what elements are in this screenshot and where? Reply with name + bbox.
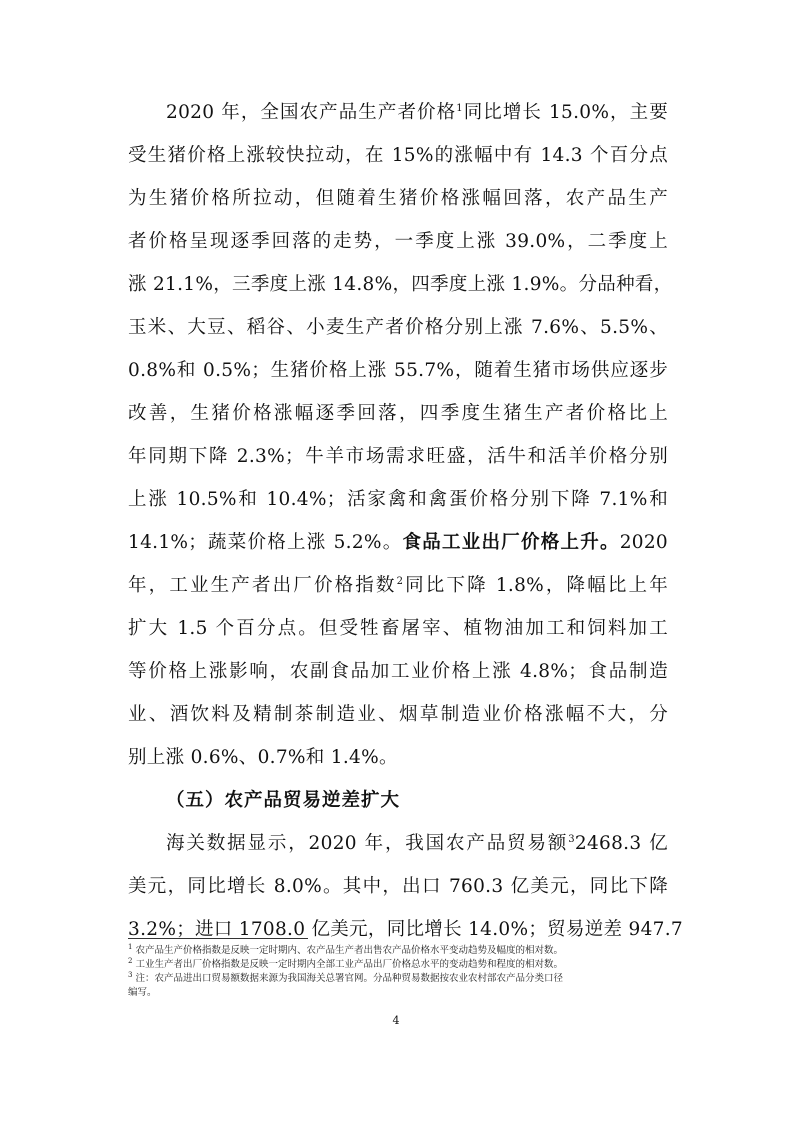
bold-summary-sentence: 食品工业出厂价格上升。 [402,532,620,553]
paragraph-line: 上涨 10.5%和 10.4%；活家禽和禽蛋价格分别下降 7.1%和 [128,489,668,510]
footnote-3-continued: 编写。 [128,987,157,998]
paragraph-line [128,531,668,555]
paragraph-line: 改善，生猪价格涨幅逐季回落，四季度生猪生产者价格比上 [128,403,668,424]
footnote-1 [128,944,668,958]
paragraph-line [128,574,668,598]
text-segment: 同比增长 15.0%，主要 [462,102,668,123]
footnote-text: 工业生产者出厂价格指数是反映一定时期内全部工业产品出厂价格总水平的变动趋势和程度的相对数。 [135,959,564,970]
paragraph-line: 为生猪价格所拉动，但随着生猪价格涨幅回落，农产品生产 [128,188,668,209]
text-segment: 年，工业生产者出厂价格指数 [128,575,397,596]
paragraph-line: 业、酒饮料及精制茶制造业、烟草制造业价格涨幅不大，分 [128,704,668,725]
footnote-3 [128,972,668,986]
footnote-text: 注：农产品进出口贸易额数据来源为我国海关总署官网。分品种贸易数据按农业农村部农产品分类口径 [135,973,564,984]
footnote-marker: 3 [128,970,133,979]
paragraph-line: 别上涨 0.6%、0.7%和 1.4%。 [128,747,398,768]
paragraph-line: 扩大 1.5 个百分点。但受牲畜屠宰、植物油加工和饲料加工 [128,618,668,639]
paragraph-line [166,101,668,125]
footnote-divider [128,938,308,939]
section-heading: （五）农产品贸易逆差扩大 [166,790,401,811]
paragraph-line: 等价格上涨影响，农副食品加工业价格上涨 4.8%；食品制造 [128,661,668,682]
footnote-marker: 2 [128,956,133,965]
paragraph-line: 年同期下降 2.3%；牛羊市场需求旺盛，活牛和活羊价格分别 [128,446,668,467]
page-number: 4 [392,1014,400,1027]
text-segment: 2020 年，全国农产品生产者价格 [166,102,457,123]
paragraph-line: 涨 21.1%，三季度上涨 14.8%，四季度上涨 1.9%。分品种看， [128,274,673,295]
paragraph-line: 玉米、大豆、稻谷、小麦生产者价格分别上涨 7.6%、5.5%、 [128,317,668,338]
paragraph-line: 者价格呈现逐季回落的走势，一季度上涨 39.0%，二季度上 [128,231,668,252]
text-segment: 海关数据显示，2020 年，我国农产品贸易额 [166,833,569,854]
paragraph-line: 美元，同比增长 8.0%。其中，出口 760.3 亿美元，同比下降 [128,876,668,897]
paragraph-line: 0.8%和 0.5%；生猪价格上涨 55.7%，随着生猪市场供应逐步 [128,360,668,381]
footnote-2 [128,958,668,972]
text-segment: 同比下降 1.8%，降幅比上年 [403,575,668,596]
text-segment: 2468.3 亿 [574,833,668,854]
text-segment: 2020 [619,532,668,553]
paragraph-line: 3.2%；进口 1708.0 亿美元，同比增长 14.0%；贸易逆差 947.7 [128,919,683,940]
footnote-ref-3[interactable]: 3 [568,833,575,845]
footnote-text: 农产品生产价格指数是反映一定时期内、农产品生产者出售农产品价格水平变动趋势及幅度的相对数。 [135,945,564,956]
footnote-ref-2[interactable]: 2 [396,575,404,587]
paragraph-line: 受生猪价格上涨较快拉动，在 15%的涨幅中有 14.3 个百分点 [128,145,668,166]
footnote-marker: 1 [128,942,133,951]
footnote-ref-1[interactable]: 1 [456,102,463,114]
paragraph-line [166,832,668,856]
text-segment: 14.1%；蔬菜价格上涨 5.2%。 [128,532,403,553]
